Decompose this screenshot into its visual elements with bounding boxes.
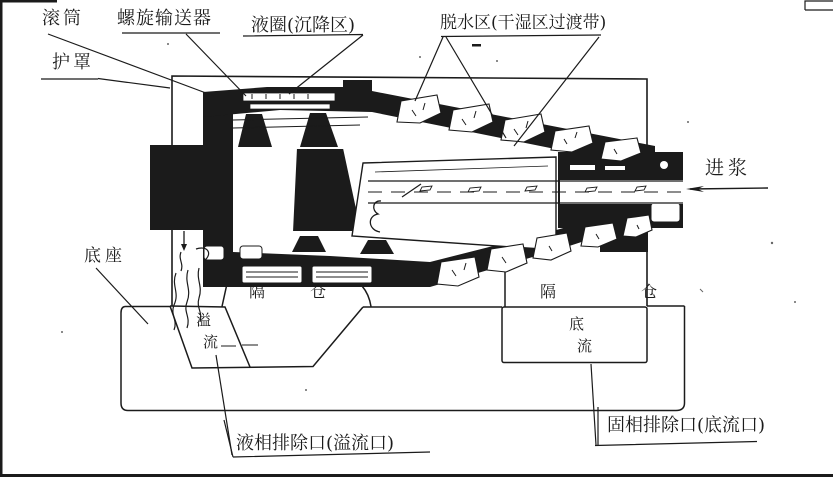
label-liquid-outlet: 液相排除口(溢流口) — [236, 433, 395, 454]
label-base: 底座 — [84, 246, 126, 266]
screw-flight — [292, 236, 326, 252]
screw-flight — [360, 240, 394, 254]
down-arrowhead — [181, 244, 187, 251]
leader-base — [96, 268, 148, 324]
label-compartment-right: 隔 仓 — [540, 282, 698, 301]
label-feed: 进浆 — [705, 157, 752, 179]
label-solid-outlet: 固相排除口(底流口) — [607, 415, 766, 436]
bearing-block — [651, 203, 680, 222]
leader-screw-conveyor — [122, 33, 246, 96]
leader-guard — [41, 79, 170, 89]
feed-arrow-line — [690, 188, 768, 189]
label-drum: 滚筒 — [42, 8, 84, 29]
label-underflow-char2: 流 — [577, 337, 593, 355]
overflow-weir-port — [240, 246, 262, 259]
label-overflow-char1: 溢 — [196, 311, 212, 329]
label-guard: 护罩 — [52, 52, 94, 73]
label-compartment-left: 隔 仓 — [249, 282, 347, 301]
label-dewatering-zone: 脱水区(干湿区过渡带) — [440, 13, 607, 33]
label-liquid-ring: 液圈(沉降区) — [251, 15, 356, 36]
corner-box-artifact — [805, 1, 833, 10]
leader-overflow-to-label — [216, 355, 232, 455]
overflow-dashes — [221, 345, 258, 346]
label-overflow-char2: 流 — [203, 333, 219, 351]
label-screw-conveyor: 螺旋输送器 — [117, 8, 212, 29]
conveyor-hub-dark — [292, 148, 362, 232]
label-underflow-char1: 底 — [569, 315, 585, 333]
leader-lines — [41, 33, 768, 457]
